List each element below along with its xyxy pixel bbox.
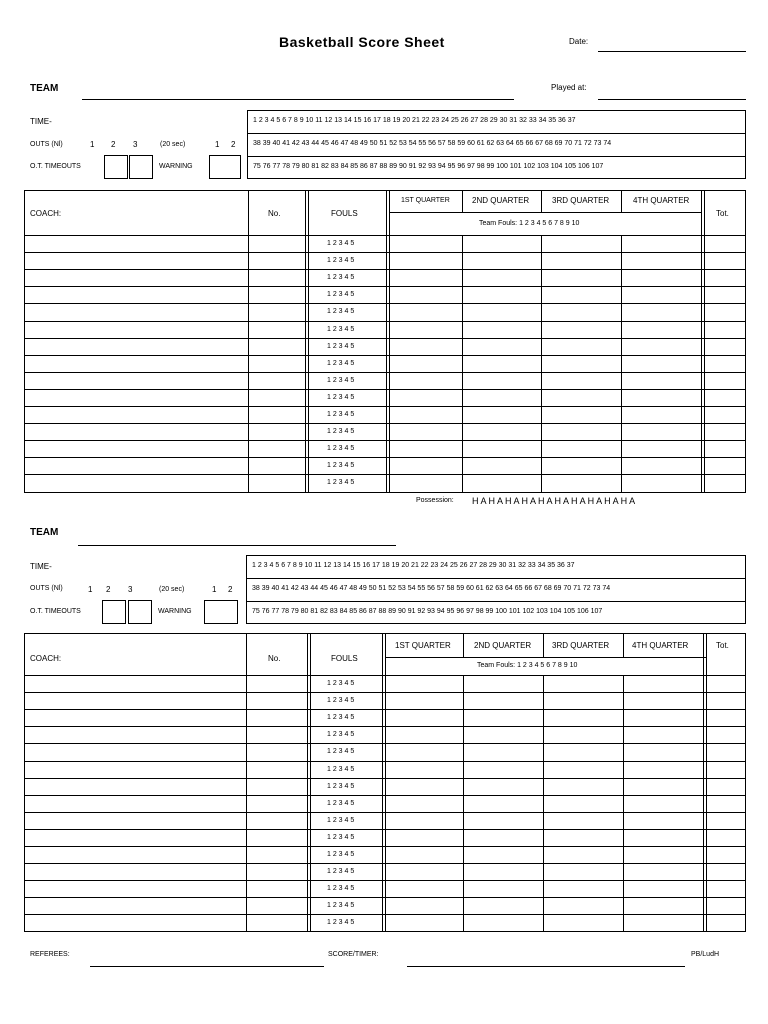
col-divider	[701, 190, 702, 493]
foul-marks[interactable]: 1 2 3 4 5	[327, 359, 355, 367]
team-label: TEAM	[30, 527, 59, 538]
header-divider	[24, 235, 746, 236]
score-timer-label: SCORE/TIMER:	[328, 951, 379, 958]
row-divider	[24, 440, 746, 441]
foul-marks[interactable]: 1 2 3 4 5	[327, 342, 355, 350]
coach-label: COACH:	[30, 654, 62, 663]
col-divider	[389, 190, 390, 493]
foul-marks[interactable]: 1 2 3 4 5	[327, 816, 355, 824]
col-divider	[541, 190, 542, 212]
foul-marks[interactable]: 1 2 3 4 5	[327, 885, 355, 893]
referees-field[interactable]	[90, 966, 324, 967]
col-divider	[305, 190, 306, 493]
time-row-1[interactable]: 1 2 3 4 5 6 7 8 9 10 11 12 13 14 15 16 17 18 19 20 21 22 23 24 25 26 27 28 29 30 31 32 33 34 35 36 37	[252, 562, 575, 569]
row-divider	[24, 846, 746, 847]
time-grid-divider	[247, 156, 746, 157]
row-divider	[24, 880, 746, 881]
team-label: TEAM	[30, 83, 59, 94]
twenty-sec-num-1: 1	[212, 585, 217, 594]
foul-marks[interactable]: 1 2 3 4 5	[327, 411, 355, 418]
time-row-2[interactable]: 38 39 40 41 42 43 44 45 46 47 48 49 50 51 52 53 54 55 56 57 58 59 60 61 62 63 64 65 66 67 68 69 70 71 72 73 74	[252, 585, 611, 592]
foul-marks[interactable]: 1 2 3 4 5	[327, 428, 355, 436]
col-divider	[463, 675, 464, 932]
q4-header: 4TH QUARTER	[632, 641, 689, 650]
warning-box[interactable]	[204, 600, 238, 624]
col-divider	[246, 633, 247, 932]
row-divider	[24, 269, 746, 270]
outs-num-2: 2	[106, 585, 111, 594]
no-header: No.	[268, 654, 281, 663]
col-divider	[308, 190, 309, 493]
foul-marks[interactable]: 1 2 3 4 5	[327, 445, 355, 453]
time-label: TIME-	[30, 117, 52, 126]
col-divider	[623, 633, 624, 657]
col-divider	[621, 190, 622, 212]
row-divider	[24, 726, 746, 727]
team-name-field[interactable]	[78, 545, 396, 546]
row-divider	[24, 303, 746, 304]
foul-marks[interactable]: 1 2 3 4 5	[327, 462, 355, 470]
fouls-header: FOULS	[331, 209, 358, 218]
played-at-label: Played at:	[551, 83, 587, 92]
tot-header: Tot.	[716, 641, 729, 650]
row-divider	[24, 252, 746, 253]
foul-marks[interactable]: 1 2 3 4 5	[327, 479, 355, 487]
foul-marks[interactable]: 1 2 3 4 5	[327, 291, 355, 299]
time-label: TIME-	[30, 562, 52, 571]
time-row-2[interactable]: 38 39 40 41 42 43 44 45 46 47 48 49 50 51 52 53 54 55 56 57 58 59 60 61 62 63 64 65 66 67 68 69 70 71 72 73 74	[253, 140, 612, 147]
q2-header: 2ND QUARTER	[474, 641, 532, 650]
foul-marks[interactable]: 1 2 3 4 5	[327, 919, 355, 927]
row-divider	[24, 778, 746, 779]
q4-header: 4TH QUARTER	[633, 196, 690, 205]
foul-marks[interactable]: 1 2 3 4 5	[327, 697, 355, 705]
outs-num-1: 1	[88, 585, 93, 594]
twenty-sec-num-2: 2	[228, 585, 233, 594]
foul-marks[interactable]: 1 2 3 4 5	[327, 376, 355, 384]
row-divider	[24, 355, 746, 356]
foul-marks[interactable]: 1 2 3 4 5	[327, 748, 355, 756]
played-at-field[interactable]	[598, 99, 746, 100]
col-divider	[462, 190, 463, 212]
col-divider	[623, 675, 624, 932]
twenty-sec-num-1: 1	[215, 140, 220, 149]
foul-marks[interactable]: 1 2 3 4 5	[327, 902, 355, 910]
warning-box[interactable]	[209, 155, 241, 179]
row-divider	[24, 474, 746, 475]
time-grid-divider	[247, 133, 746, 134]
outs-num-3: 3	[133, 140, 138, 149]
team-fouls[interactable]: Team Fouls: 1 2 3 4 5 6 7 8 9 10	[479, 220, 580, 227]
outs-label: OUTS (Nl)	[30, 585, 63, 592]
row-divider	[24, 709, 746, 710]
date-field[interactable]	[598, 51, 746, 52]
col-divider	[543, 675, 544, 932]
score-timer-field[interactable]	[407, 966, 685, 967]
twenty-sec-label: (20 sec)	[159, 586, 185, 593]
col-divider	[248, 190, 249, 493]
row-divider	[24, 795, 746, 796]
foul-marks[interactable]: 1 2 3 4 5	[327, 240, 355, 247]
team-name-field[interactable]	[82, 99, 514, 100]
outs-num-3: 3	[128, 585, 133, 594]
col-divider	[462, 235, 463, 493]
time-row-3[interactable]: 75 76 77 78 79 80 81 82 83 84 85 86 87 88 89 90 91 92 93 94 95 96 97 98 99 100 101 102 103 104 105 106 107	[252, 608, 603, 615]
q3-header: 3RD QUARTER	[552, 641, 610, 650]
row-divider	[24, 863, 746, 864]
time-row-3[interactable]: 75 76 77 78 79 80 81 82 83 84 85 86 87 88 89 90 91 92 93 94 95 96 97 98 99 100 101 102 103 104 105 106 107	[253, 163, 604, 170]
row-divider	[24, 338, 746, 339]
foul-marks[interactable]: 1 2 3 4 5	[327, 782, 355, 790]
foul-marks[interactable]: 1 2 3 4 5	[327, 393, 355, 401]
col-divider	[704, 190, 705, 493]
row-divider	[24, 897, 746, 898]
team-fouls[interactable]: Team Fouls: 1 2 3 4 5 6 7 8 9 10	[477, 662, 578, 669]
foul-marks[interactable]: 1 2 3 4 5	[327, 799, 355, 807]
outs-num-2: 2	[111, 140, 116, 149]
fouls-header: FOULS	[331, 654, 358, 663]
ot-timeout-box-2[interactable]	[128, 600, 152, 624]
col-divider	[463, 633, 464, 657]
col-divider	[543, 633, 544, 657]
possession-label: Possession:	[416, 497, 454, 504]
row-divider	[24, 812, 746, 813]
outs-label: OUTS (Nl)	[30, 141, 63, 148]
foul-marks[interactable]: 1 2 3 4 5	[327, 308, 355, 316]
col-divider	[310, 633, 311, 932]
team-fouls-divider	[389, 212, 701, 213]
col-divider	[706, 633, 707, 932]
foul-marks[interactable]: 1 2 3 4 5	[327, 714, 355, 722]
warning-label: WARNING	[159, 163, 193, 170]
tot-header: Tot.	[716, 209, 729, 218]
row-divider	[24, 372, 746, 373]
foul-marks[interactable]: 1 2 3 4 5	[327, 731, 355, 739]
q3-header: 3RD QUARTER	[552, 196, 610, 205]
foul-marks[interactable]: 1 2 3 4 5	[327, 680, 355, 687]
q2-header: 2ND QUARTER	[472, 196, 530, 205]
col-divider	[382, 633, 383, 932]
sheet-code: PB/LudH	[691, 951, 720, 958]
foul-marks[interactable]: 1 2 3 4 5	[327, 833, 355, 841]
ot-timeout-box-1[interactable]	[102, 600, 126, 624]
row-divider	[24, 286, 746, 287]
ot-timeout-box-2[interactable]	[129, 155, 153, 179]
col-divider	[307, 633, 308, 932]
ot-timeout-box-1[interactable]	[104, 155, 128, 179]
row-divider	[24, 389, 746, 390]
row-divider	[24, 829, 746, 830]
row-divider	[24, 761, 746, 762]
warning-label: WARNING	[158, 608, 192, 615]
row-divider	[24, 321, 746, 322]
foul-marks[interactable]: 1 2 3 4 5	[327, 274, 355, 282]
row-divider	[24, 692, 746, 693]
foul-marks[interactable]: 1 2 3 4 5	[327, 765, 355, 773]
team-fouls-divider	[385, 657, 706, 658]
foul-marks[interactable]: 1 2 3 4 5	[327, 851, 355, 858]
ot-timeouts-label: O.T. TIMEOUTS	[30, 163, 81, 170]
q1-header: 1ST QUARTER	[395, 641, 451, 650]
foul-marks[interactable]: 1 2 3 4 5	[327, 257, 355, 265]
coach-label: COACH:	[30, 209, 62, 218]
row-divider	[24, 457, 746, 458]
col-divider	[703, 633, 704, 932]
row-divider	[24, 423, 746, 424]
date-label: Date:	[569, 37, 589, 46]
referees-label: REFEREES:	[30, 951, 70, 958]
outs-num-1: 1	[90, 140, 95, 149]
sheet-title: Basketball Score Sheet	[279, 34, 445, 50]
row-divider	[24, 743, 746, 744]
foul-marks[interactable]: 1 2 3 4 5	[327, 868, 355, 876]
time-grid-divider	[246, 601, 746, 602]
row-divider	[24, 406, 746, 407]
row-divider	[24, 914, 746, 915]
col-divider	[386, 190, 387, 493]
possession-marks[interactable]: H A H A H A H A H A H A H A H A H A H A	[472, 496, 636, 506]
time-row-1[interactable]: 1 2 3 4 5 6 7 8 9 10 11 12 13 14 15 16 17 18 19 20 21 22 23 24 25 26 27 28 29 30 31 32 33 34 35 36 37	[253, 117, 576, 124]
time-grid-divider	[246, 578, 746, 579]
col-divider	[541, 235, 542, 493]
no-header: No.	[268, 209, 281, 218]
twenty-sec-label: (20 sec)	[160, 141, 186, 148]
foul-marks[interactable]: 1 2 3 4 5	[327, 325, 355, 333]
col-divider	[621, 235, 622, 493]
col-divider	[385, 633, 386, 932]
twenty-sec-num-2: 2	[231, 140, 236, 149]
ot-timeouts-label: O.T. TIMEOUTS	[30, 608, 81, 615]
q1-header: 1ST QUARTER	[401, 197, 450, 204]
